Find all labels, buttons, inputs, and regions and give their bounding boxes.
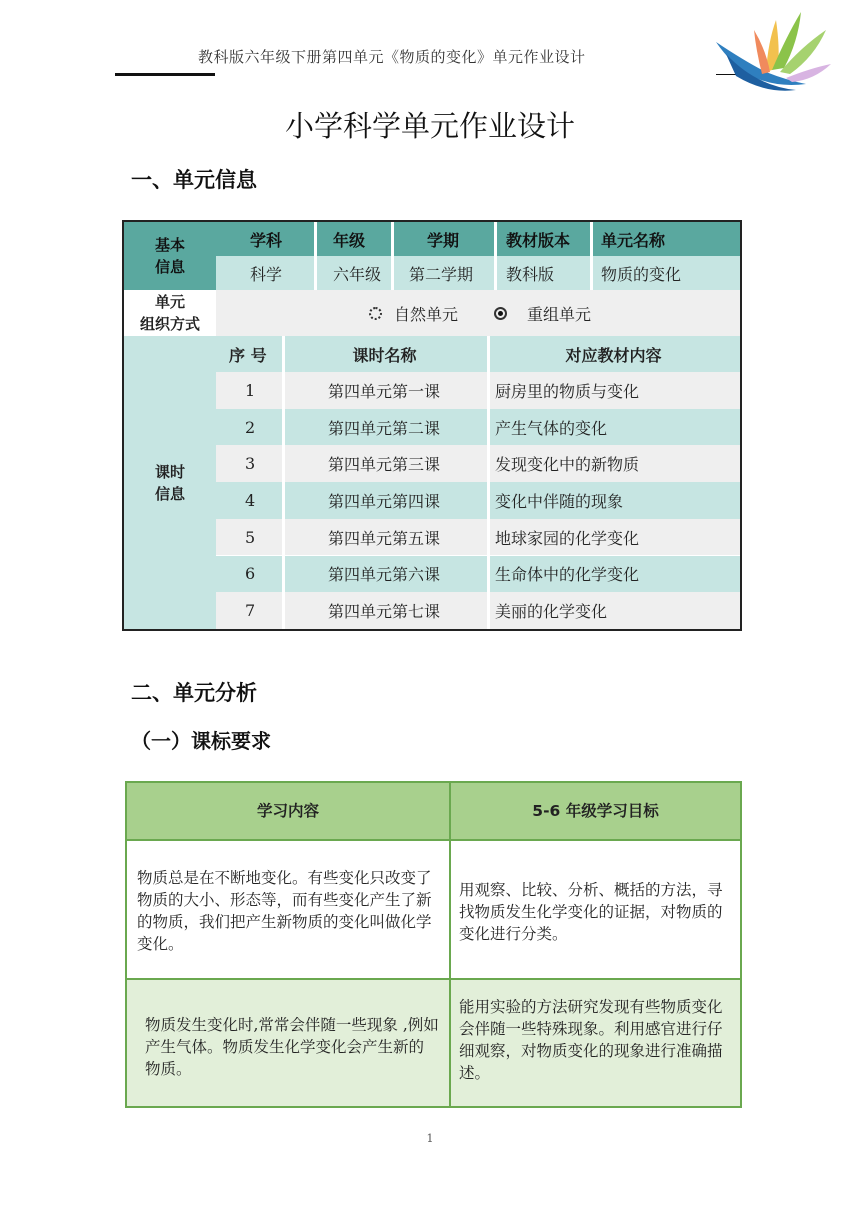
basic-value: 科学 xyxy=(216,256,314,290)
lesson-name: 第四单元第一课 xyxy=(282,372,487,409)
lesson-name: 第四单元第七课 xyxy=(282,592,487,629)
org-options xyxy=(216,290,740,336)
lesson-header-no: 序 号 xyxy=(216,336,282,372)
lesson-no: 2 xyxy=(216,409,282,446)
sub-heading-curriculum: （一）课标要求 xyxy=(131,729,271,753)
lesson-content: 厨房里的物质与变化 xyxy=(487,372,740,409)
lesson-no: 3 xyxy=(216,445,282,482)
basic-value: 第二学期 xyxy=(391,256,494,290)
lesson-name: 第四单元第三课 xyxy=(282,445,487,482)
lesson-no: 5 xyxy=(216,519,282,556)
lesson-info-label: 课时 信息 xyxy=(124,336,216,629)
radio-selected-icon[interactable] xyxy=(494,307,507,320)
section-heading-unit-analysis: 二、单元分析 xyxy=(131,681,257,705)
curriculum-header-content: 学习内容 xyxy=(127,783,449,839)
header-rule xyxy=(115,73,215,76)
curriculum-header-goal: 5-6 年级学习目标 xyxy=(449,783,740,839)
curriculum-row-content: 物质总是在不断地变化。有些变化只改变了物质的大小、形态等，而有些变化产生了新的物质，我们把产生新物质的变化叫做化学变化。 xyxy=(127,839,449,978)
curriculum-row-content: 物质发生变化时,常常会伴随一些现象 ,例如产生气体。物质发生化学变化会产生新的物质。 xyxy=(127,978,449,1106)
lesson-content: 产生气体的变化 xyxy=(487,409,740,446)
curriculum-row-goal: 能用实验的方法研究发现有些物质变化会伴随一些特殊现象。利用感官进行仔细观察，对物质变化的现象进行准确描述。 xyxy=(449,978,740,1106)
basic-info-label: 基本 信息 xyxy=(124,222,216,290)
bird-logo-icon xyxy=(706,2,836,98)
curriculum-table xyxy=(125,781,742,1108)
page-title: 小学科学单元作业设计 xyxy=(284,109,575,143)
section-heading-unit-info: 一、单元信息 xyxy=(131,168,257,192)
basic-header: 教材版本 xyxy=(494,222,590,256)
page-number: 1 xyxy=(426,1132,434,1145)
lesson-content: 发现变化中的新物质 xyxy=(487,445,740,482)
running-header: 教科版六年级下册第四单元《物质的变化》单元作业设计 xyxy=(198,48,586,66)
lesson-name: 第四单元第五课 xyxy=(282,519,487,556)
lesson-header-name: 课时名称 xyxy=(282,336,487,372)
basic-value: 物质的变化 xyxy=(590,256,740,290)
basic-header: 年级 xyxy=(314,222,391,256)
lesson-content: 生命体中的化学变化 xyxy=(487,556,740,593)
lesson-content: 变化中伴随的现象 xyxy=(487,482,740,519)
lesson-no: 4 xyxy=(216,482,282,519)
org-option-regroup[interactable]: 重组单元 xyxy=(494,302,591,325)
lesson-content: 地球家园的化学变化 xyxy=(487,519,740,556)
curriculum-row-goal: 用观察、比较、分析、概括的方法，寻找物质发生化学变化的证据，对物质的变化进行分类。 xyxy=(449,839,740,978)
unit-info-table xyxy=(122,220,742,631)
lesson-header-content: 对应教材内容 xyxy=(487,336,740,372)
basic-header: 学期 xyxy=(391,222,494,256)
basic-header: 单元名称 xyxy=(590,222,740,256)
lesson-no: 6 xyxy=(216,556,282,593)
org-option-natural[interactable]: 自然单元 xyxy=(369,302,458,325)
basic-value: 六年级 xyxy=(314,256,391,290)
org-label: 单元 组织方式 xyxy=(124,290,216,336)
lesson-name: 第四单元第四课 xyxy=(282,482,487,519)
lesson-no: 7 xyxy=(216,592,282,629)
basic-header: 学科 xyxy=(216,222,314,256)
basic-value: 教科版 xyxy=(494,256,590,290)
lesson-no: 1 xyxy=(216,372,282,409)
lesson-content: 美丽的化学变化 xyxy=(487,592,740,629)
lesson-name: 第四单元第六课 xyxy=(282,556,487,593)
radio-unselected-icon[interactable] xyxy=(369,307,382,320)
lesson-name: 第四单元第二课 xyxy=(282,409,487,446)
